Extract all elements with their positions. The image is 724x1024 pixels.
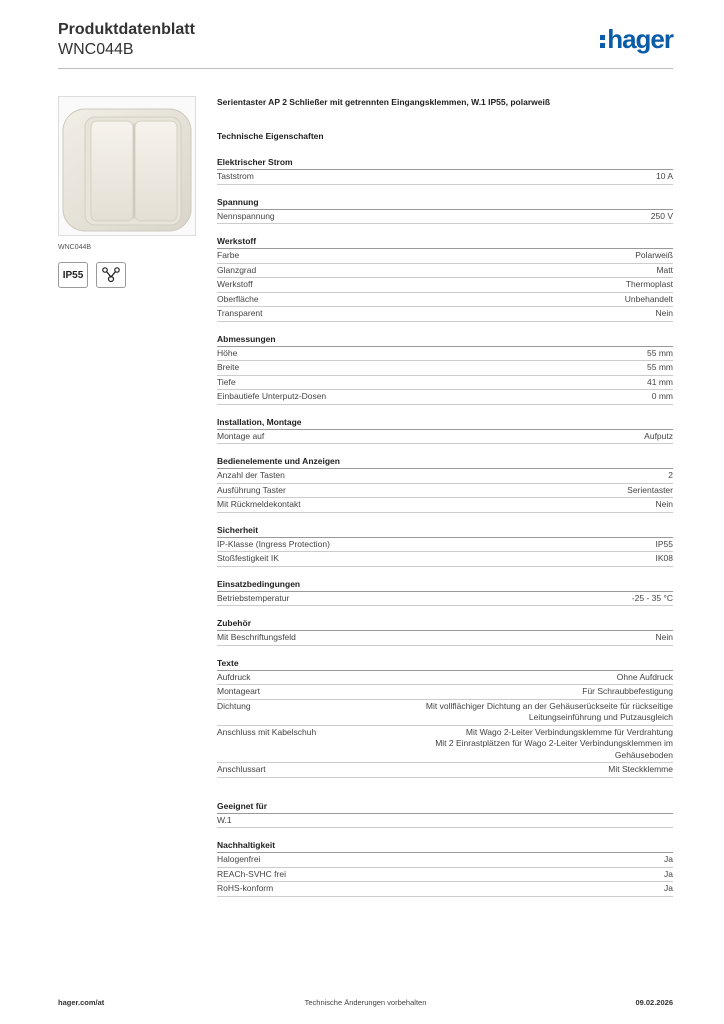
spec-row <box>217 552 673 567</box>
spec-group <box>217 455 673 513</box>
spec-value: Matt <box>656 264 673 275</box>
logo-text: hager <box>607 24 673 54</box>
spec-row <box>217 170 673 185</box>
spec-key: Breite <box>217 362 240 372</box>
spec-key: Taststrom <box>217 171 254 181</box>
product-image <box>58 96 196 236</box>
spec-key: Nennspannung <box>217 210 275 221</box>
spec-row <box>217 882 673 897</box>
spec-row <box>217 538 673 553</box>
spec-key: Stoßfestigkeit IK <box>217 553 279 563</box>
logo-dots-icon <box>600 35 605 48</box>
spec-row <box>217 853 673 868</box>
spec-key: Werkstoff <box>217 279 253 289</box>
spec-key: Anzahl der Tasten <box>217 470 285 480</box>
spec-value: Thermoplast <box>625 279 673 289</box>
product-description: Serientaster AP 2 Schließer mit getrennten Eingangsklemmen, W.1 IP55, polarweiß <box>217 97 551 107</box>
spec-value: Ja <box>664 868 673 879</box>
spec-row <box>217 390 673 405</box>
spec-row <box>217 685 673 700</box>
spec-key: IP-Klasse (Ingress Protection) <box>217 538 330 549</box>
spec-value: IP55 <box>655 538 673 549</box>
spec-value: -25 - 35 °C <box>631 592 673 603</box>
spec-value: 41 mm <box>647 376 673 387</box>
spec-row <box>217 498 673 513</box>
spec-group <box>217 416 673 445</box>
spec-key: Aufdruck <box>217 671 251 682</box>
image-caption: WNC044B <box>58 244 92 251</box>
spec-value: Unbehandelt <box>624 293 673 304</box>
spec-key: Farbe <box>217 250 240 260</box>
spec-value: IK08 <box>655 553 673 563</box>
spec-row <box>217 430 673 445</box>
spec-group-title: Werkstoff <box>217 235 673 249</box>
document-title: Produktdatenblatt <box>58 21 195 38</box>
spec-row <box>217 726 673 764</box>
spec-value: Aufputz <box>644 430 673 441</box>
spec-key: RoHS-konform <box>217 883 274 893</box>
spec-group <box>217 156 673 185</box>
spec-key: Ausführung Taster <box>217 484 286 495</box>
connection-terminal-icon <box>96 262 126 288</box>
spec-group <box>217 524 673 567</box>
spec-group-title: Einsatzbedingungen <box>217 578 673 592</box>
spec-row <box>217 278 673 293</box>
spec-key: REACh-SVHC frei <box>217 868 286 879</box>
spec-key: Einbautiefe Unterputz-Dosen <box>217 391 327 401</box>
spec-value: 2 <box>668 470 673 480</box>
spec-key: Dichtung <box>217 700 251 711</box>
spec-groups <box>217 156 673 897</box>
spec-key: Transparent <box>217 308 263 318</box>
spec-value: Polarweiß <box>635 250 673 260</box>
spec-value: Ja <box>664 883 673 893</box>
spec-group-title: Abmessungen <box>217 333 673 347</box>
spec-key: Mit Rückmeldekontakt <box>217 499 301 509</box>
spec-group-title: Elektrischer Strom <box>217 156 673 170</box>
spec-row <box>217 307 673 322</box>
spec-row <box>217 763 673 778</box>
spec-group-title: Spannung <box>217 196 673 210</box>
footer-date: 09.02.2026 <box>635 998 673 1007</box>
spec-row <box>217 210 673 225</box>
spec-value: Serientaster <box>627 484 673 495</box>
spec-group-title: Zubehör <box>217 617 673 631</box>
spec-key: Halogenfrei <box>217 854 261 864</box>
spec-row <box>217 814 673 829</box>
spec-row <box>217 484 673 499</box>
spec-value: 10 A <box>655 171 673 181</box>
spec-group <box>217 839 673 897</box>
spec-row <box>217 293 673 308</box>
spec-key: Höhe <box>217 347 238 358</box>
spec-row <box>217 376 673 391</box>
spec-row <box>217 631 673 646</box>
section-title: Technische Eigenschaften <box>217 131 324 141</box>
spec-group <box>217 800 673 829</box>
spec-row <box>217 592 673 607</box>
product-code: WNC044B <box>58 41 134 58</box>
spec-group <box>217 235 673 322</box>
spec-row <box>217 347 673 362</box>
spec-group-title: Bedienelemente und Anzeigen <box>217 455 673 469</box>
spec-value: 0 mm <box>651 391 673 401</box>
spec-value: Für Schraubbefestigung <box>582 686 673 696</box>
spec-row <box>217 671 673 686</box>
spec-value: 250 V <box>650 210 673 221</box>
spec-value: 55 mm <box>647 347 673 358</box>
page-header <box>58 20 673 70</box>
spec-row <box>217 361 673 376</box>
spec-key: Glanzgrad <box>217 264 257 275</box>
spec-value: 55 mm <box>647 362 673 372</box>
spec-row <box>217 700 673 726</box>
spec-key: W.1 <box>217 814 232 825</box>
spec-group-title: Installation, Montage <box>217 416 673 430</box>
footer-website: hager.com/at <box>58 998 105 1007</box>
spec-content <box>217 96 673 908</box>
spec-value: Mit Wago 2-Leiter Verbindungsklemme für Verdrahtung Mit 2 Einrastplätzen für Wago 2-Leiter Verbindungsklemmen im Gehäuseboden <box>435 726 673 760</box>
spec-group-title: Sicherheit <box>217 524 673 538</box>
spec-key: Montage auf <box>217 430 265 441</box>
spec-key: Oberfläche <box>217 293 259 304</box>
spec-key: Betriebstemperatur <box>217 592 290 603</box>
spec-value: Ja <box>664 854 673 864</box>
spec-group <box>217 333 673 405</box>
spec-key: Tiefe <box>217 376 236 387</box>
spec-row <box>217 264 673 279</box>
spec-value: Mit vollflächiger Dichtung an der Gehäuserückseite für rückseitige Leitungseinführung und Putzausgleich <box>425 700 673 722</box>
spec-value: Ohne Aufdruck <box>616 671 673 682</box>
spec-group-title: Nachhaltigkeit <box>217 839 673 853</box>
spec-group <box>217 578 673 607</box>
spec-row <box>217 249 673 264</box>
spec-key: Mit Beschriftungsfeld <box>217 632 296 642</box>
footer-notice: Technische Änderungen vorbehalten <box>304 998 427 1007</box>
spec-value: Nein <box>655 499 673 509</box>
spec-key: Anschluss mit Kabelschuh <box>217 726 317 737</box>
spec-group-title: Texte <box>217 657 673 671</box>
header-divider <box>58 68 673 69</box>
spec-value: Nein <box>655 632 673 642</box>
spec-group <box>217 657 673 778</box>
spec-key: Montageart <box>217 686 260 696</box>
spec-row <box>217 469 673 484</box>
spec-key: Anschlussart <box>217 764 266 774</box>
spec-value: Nein <box>655 308 673 318</box>
hager-logo <box>600 26 673 52</box>
spec-group <box>217 196 673 225</box>
spec-group <box>217 617 673 646</box>
spec-value: Mit Steckklemme <box>608 764 673 774</box>
spec-row <box>217 868 673 883</box>
ip-rating-badge: IP55 <box>58 262 88 288</box>
spec-group-title: Geeignet für <box>217 800 673 814</box>
